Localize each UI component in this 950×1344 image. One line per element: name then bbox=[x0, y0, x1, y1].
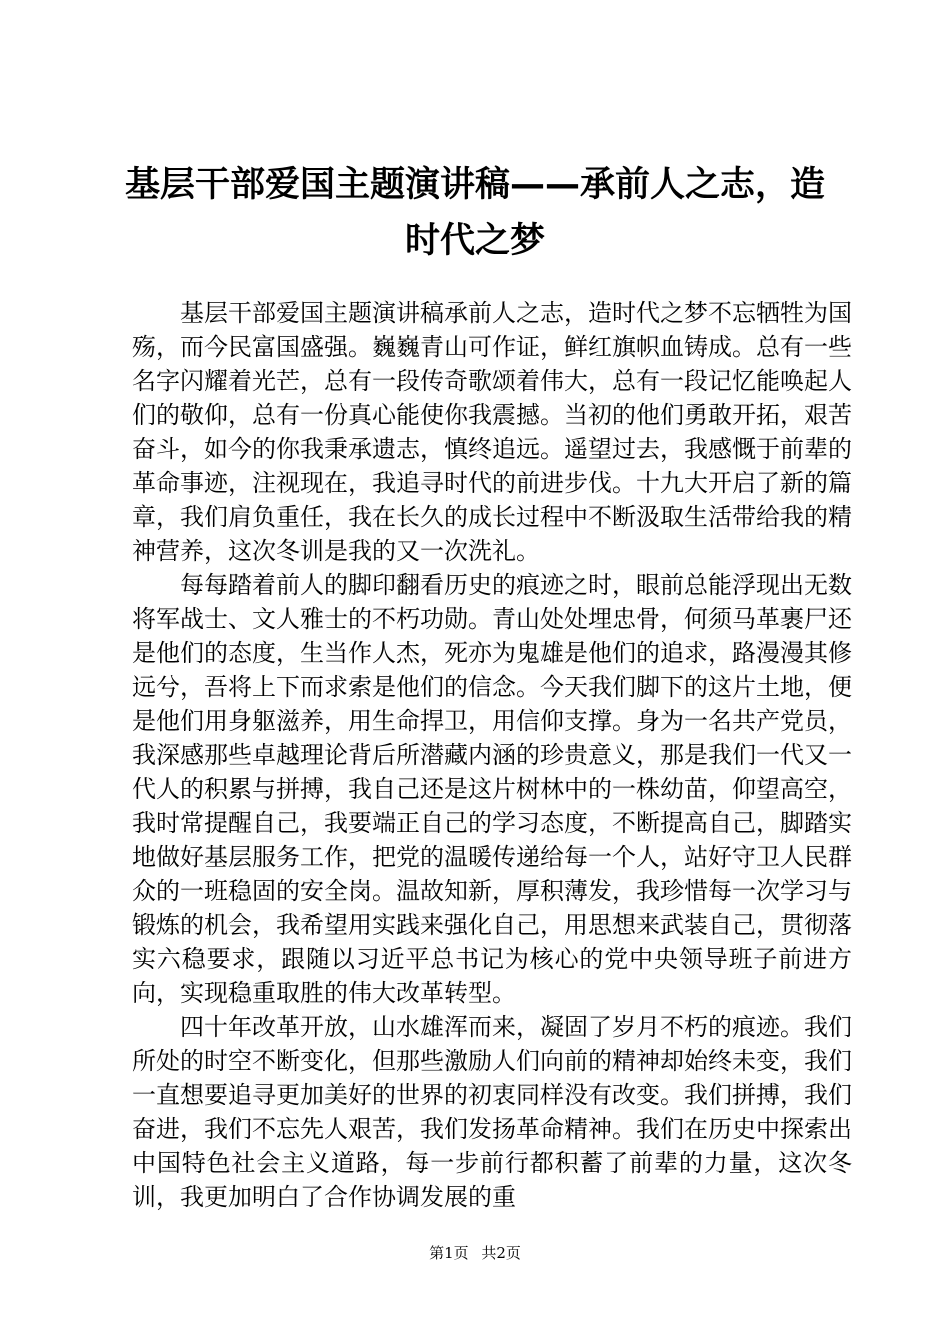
paragraph-2: 每每踏着前人的脚印翻看历史的痕迹之时，眼前总能浮现出无数将军战士、文人雅士的不朽功勋。青山处处埋忠骨，何须马革裹尸还是他们的态度，生当作人杰，死亦为鬼雄是他们的追求，路漫漫其修远兮，吾将上下而求索是他们的信念。今天我们脚下的这片土地，便是他们用身躯滋养，用生命捍卫，用信仰支撑。身为一名共产党员，我深感那些卓越理论背后所潜藏内涵的珍贵意义，那是我们一代又一代人的积累与拼搏，我自己还是这片树林中的一株幼苗，仰望高空，我时常提醒自己，我要端正自己的学习态度，不断提高自己，脚踏实地做好基层服务工作，把党的温暖传递给每一个人，站好守卫人民群众的一班稳固的安全岗。温故知新，厚积薄发，我珍惜每一次学习与锻炼的机会，我希望用实践来强化自己，用思想来武装自己，贯彻落实六稳要求，跟随以习近平总书记为核心的党中央领导班子前进方向，实现稳重取胜的伟大改革转型。 bbox=[132, 571, 852, 1007]
document-body bbox=[132, 296, 852, 1214]
paragraph-3: 四十年改革开放，山水雄浑而来，凝固了岁月不朽的痕迹。我们所处的时空不断变化，但那些激励人们向前的精神却始终未变，我们一直想要追寻更加美好的世界的初衷同样没有改变。我们拼搏，我们奋进，我们不忘先人艰苦，我们发扬革命精神。我们在历史中探索出中国特色社会主义道路，每一步前行都积蓄了前辈的力量，这次冬训，我更加明白了合作协调发展的重 bbox=[132, 1013, 852, 1211]
page-footer bbox=[0, 1243, 950, 1263]
page-total: 共2页 bbox=[481, 1244, 521, 1262]
page-number: 第1页 bbox=[429, 1244, 469, 1262]
document-title: 基层干部爱国主题演讲稿——承前人之志，造时代之梦 bbox=[124, 165, 825, 261]
paragraph-1: 基层干部爱国主题演讲稿承前人之志，造时代之梦不忘牺牲为国殇，而今民富国盛强。巍巍青山可作证，鲜红旗帜血铸成。总有一些名字闪耀着光芒，总有一段传奇歌颂着伟大，总有一段记忆能唤起人们的敬仰，总有一份真心能使你我震撼。当初的他们勇敢开拓，艰苦奋斗，如今的你我秉承遗志，慎终追远。遥望过去，我感慨于前辈的革命事迹，注视现在，我追寻时代的前进步伐。十九大开启了新的篇章，我们肩负重任，我在长久的成长过程中不断汲取生活带给我的精神营养，这次冬训是我的又一次洗礼。 bbox=[132, 299, 852, 565]
